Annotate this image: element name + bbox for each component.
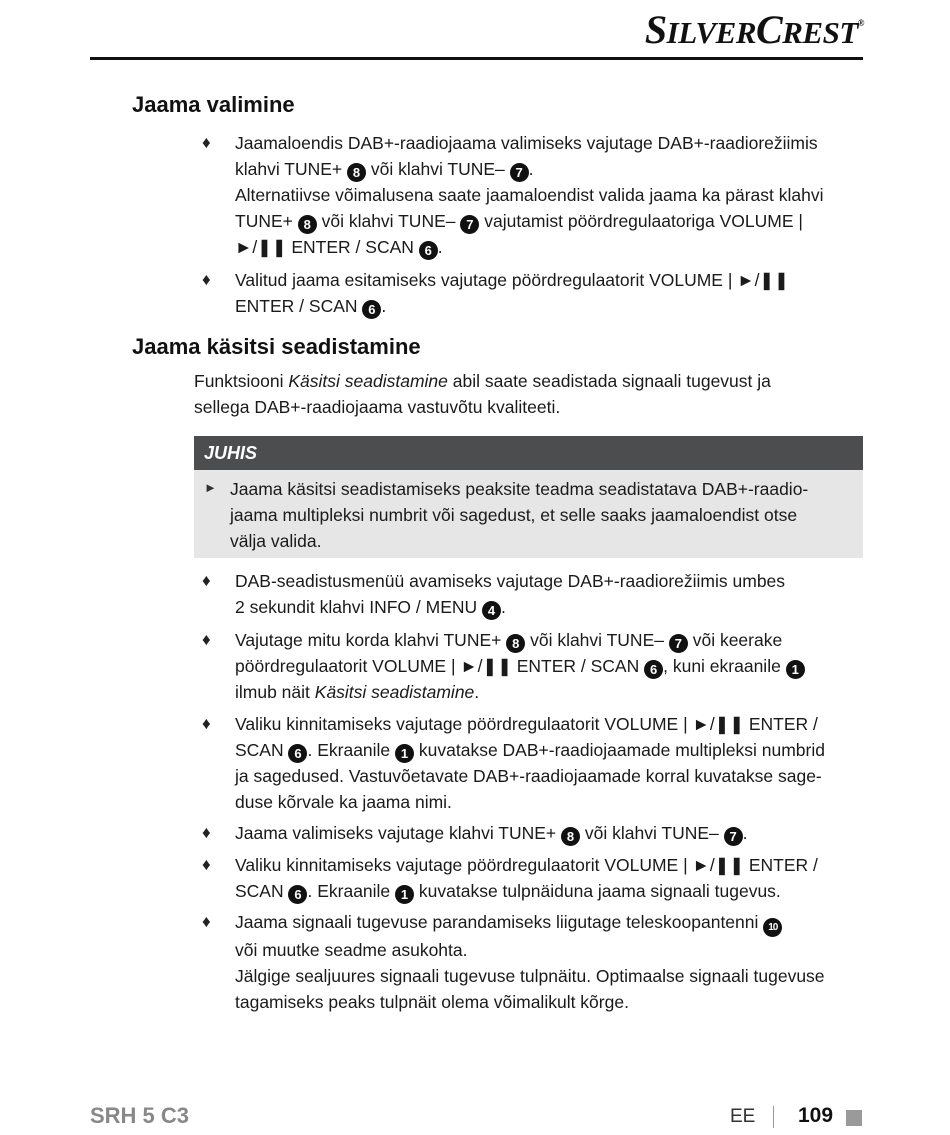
note-header: JUHIS (194, 436, 863, 470)
list-item: ♦ Jaamaloendis DAB+-raadiojaama valimiseks vajutage DAB+-raadiorežiimis klahvi TUNE+ 8 või klahvi TUNE– 7 . Alternatiivse võimalusena saate jaamaloendist valida jaama ka pärast klahvi TUNE+ 8 või klahvi TUNE– 7 vajutamist pöördregulaatoriga VOLUME | ►/❚❚ ENTER / SCAN 6 . (235, 130, 865, 260)
bullet-icon: ♦ (202, 912, 211, 931)
bullet-icon: ♦ (202, 571, 211, 590)
model-number: SRH 5 C3 (90, 1103, 190, 1128)
list-item: ♦ Jaama valimiseks vajutage klahvi TUNE+ 8 või klahvi TUNE– 7 . (235, 820, 865, 846)
note-body (194, 470, 863, 558)
bullet-icon: ♦ (202, 270, 211, 289)
list-item: ♦ Jaama signaali tugevuse parandamiseks liigutage teleskoopantenni 10 või muutke seadme asukohta. Jälgige sealjuures signaali tugevuse tulpnäitu. Optimaalse signaali tugevuse tagamiseks peaks tulpnäit olema võimalikult kõrge. (235, 909, 865, 1015)
section-title-station-select: Jaama valimine (132, 92, 295, 117)
arrow-icon: ► (204, 480, 217, 495)
bullet-icon: ♦ (202, 855, 211, 874)
bullet-icon: ♦ (202, 133, 211, 152)
note-text: Jaama käsitsi seadistamiseks peaksite teadma seadistatava DAB+-raadio- jaama multipleksi numbrit või sagedust, et selle saaks jaamaloendist otse välja valida. (230, 479, 809, 551)
section-title-manual-tuning: Jaama käsitsi seadistamine (132, 334, 421, 359)
list-item: ♦ Valitud jaama esitamiseks vajutage pöördregulaatorit VOLUME | ►/❚❚ ENTER / SCAN 6 . (235, 267, 865, 319)
intro-paragraph: Funktsiooni Käsitsi seadistamine abil saate seadistada signaali tugevust ja sellega DAB+-raadiojaama vastuvõtu kvaliteeti. (194, 371, 771, 417)
bullet-icon: ♦ (202, 714, 211, 733)
list-item: ♦ Vajutage mitu korda klahvi TUNE+ 8 või klahvi TUNE– 7 või keerake pöördregulaatorit VOLUME | ►/❚❚ ENTER / SCAN 6 , kuni ekraanile 1 ilmub näit Käsitsi seadistamine. (235, 627, 865, 705)
bullet-icon: ♦ (202, 823, 211, 842)
header-rule (90, 57, 863, 60)
brand-logo: SILVERCREST® (644, 7, 864, 52)
bullet-icon: ♦ (202, 630, 211, 649)
language-code: EE (730, 1106, 756, 1127)
footer-divider (773, 1106, 774, 1128)
list-item: ♦ Valiku kinnitamiseks vajutage pöördregulaatorit VOLUME | ►/❚❚ ENTER / SCAN 6 . Ekraanile 1 kuvatakse tulpnäiduna jaama signaali tugevus. (235, 852, 865, 904)
list-item: ♦ DAB-seadistusmenüü avamiseks vajutage DAB+-raadiorežiimis umbes 2 sekundit klahvi INFO / MENU 4 . (235, 568, 865, 620)
list-item: ♦ Valiku kinnitamiseks vajutage pöördregulaatorit VOLUME | ►/❚❚ ENTER / SCAN 6 . Ekraanile 1 kuvatakse DAB+-raadiojaamade multipleksi numbrid ja sagedused. Vastuvõetavate DAB+-raadiojaamade korral kuvatakse sage- duse kõrvale ka jaama nimi. (235, 711, 865, 815)
page-marker-square (846, 1110, 862, 1126)
page-number: 109 (798, 1104, 834, 1127)
